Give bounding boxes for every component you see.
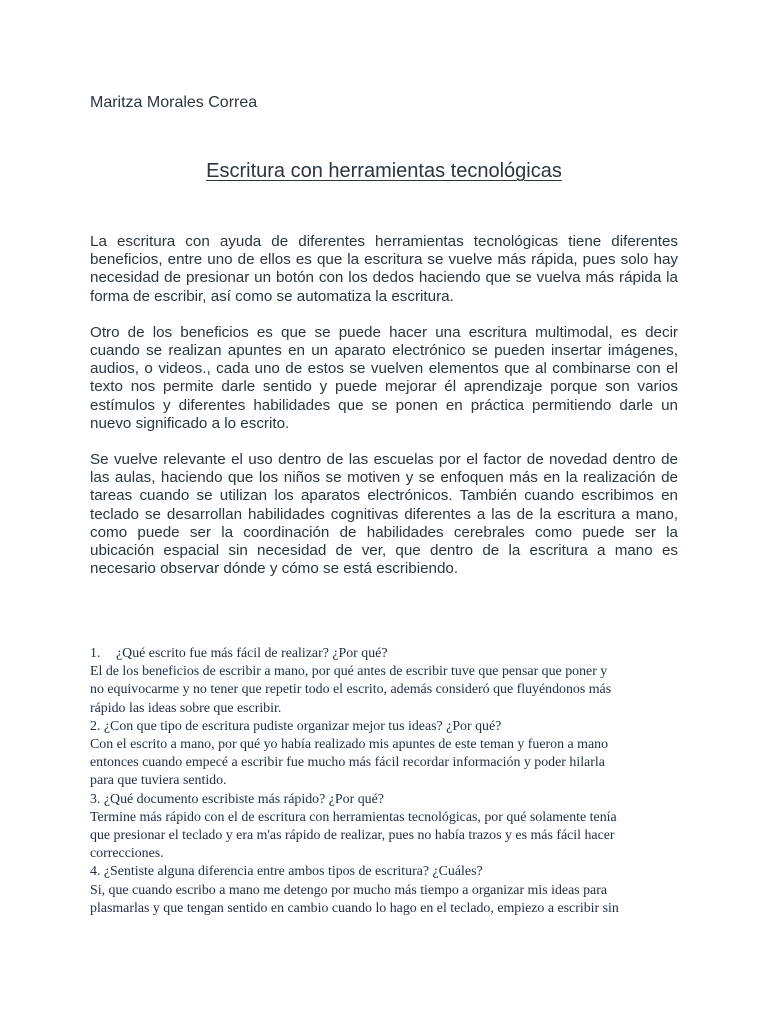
answer-2-line: para que tuviera sentido. (90, 773, 227, 789)
answer-1-line: no equivocarme y no tener que repetir todo el escrito, además consideró que fluyéndonos más (90, 682, 612, 698)
document-title-text: Escritura con herramientas tecnológicas (206, 160, 562, 182)
question-1-text: ¿Qué escrito fue más fácil de realizar? ¿Por qué? (116, 646, 388, 661)
author-name: Maritza Morales Correa (90, 94, 258, 111)
answer-4-line: Si, que cuando escribo a mano me detengo por mucho más tiempo a organizar mis ideas para (90, 882, 608, 898)
document-title (0, 160, 768, 183)
answer-3-line: correcciones. (90, 846, 164, 862)
answer-1-line: rápido las ideas sobre que escribir. (90, 700, 282, 716)
answer-4-line: plasmarlas y que tengan sentido en cambio cuando lo hago en el teclado, empiezo a escribir sin (90, 900, 619, 916)
question-4: 4. ¿Sentiste alguna diferencia entre ambos tipos de escritura? ¿Cuáles? (90, 864, 483, 880)
answer-2-line: Con el escrito a mano, por qué yo había realizado mis apuntes de este teman y fueron a mano (90, 737, 609, 753)
essay-body (90, 233, 678, 596)
answer-2-line: entonces cuando empecé a escribir fue mucho más fácil recordar información y poder hilarla (90, 755, 605, 771)
answer-3-line: que presionar el teclado y era m'as rápido de realizar, pues no había trazos y es más fácil hacer (90, 828, 615, 844)
answer-1-line: El de los beneficios de escribir a mano, por qué antes de escribir tuve que pensar que poner y (90, 664, 608, 680)
question-3: 3. ¿Qué documento escribiste más rápido? ¿Por qué? (90, 791, 384, 807)
essay-paragraph: Otro de los beneficios es que se puede hacer una escritura multimodal, es decir cuando se realizan apuntes en un aparato electrónico se pueden insertar imágenes, audios, o videos., cada uno de estos se vuelven elementos que al combinarse con el texto nos permite darle sentido y puede mejorar él aprendizaje porque son varios estímulos y diferentes habilidades que se ponen en práctica permitiendo darle un nuevo significado a lo escrito. (90, 323, 678, 432)
essay-paragraph: La escritura con ayuda de diferentes herramientas tecnológicas tiene diferentes beneficios, entre uno de ellos es que la escritura se vuelve más rápida, pues solo hay necesidad de presionar un botón con los dedos haciendo que se vuelva más rápida la forma de escribir, así como se automatiza la escritura. (90, 233, 678, 305)
essay-paragraph: Se vuelve relevante el uso dentro de las escuelas por el factor de novedad dentro de las aulas, haciendo que los niños se motiven y se enfoquen más en la realización de tareas cuando se utilizan los aparatos electrónicos. También cuando escribimos en teclado se desarrollan habilidades cognitivas diferentes a las de la escritura a mano, como puede ser la coordinación de habilidades cerebrales como puede ser la ubicación espacial sin necesidad de ver, que dentro de la escritura a mano es necesario observar dónde y cómo se está escribiendo. (90, 451, 678, 578)
question-2: 2. ¿Con que tipo de escritura pudiste organizar mejor tus ideas? ¿Por qué? (90, 718, 502, 734)
questions-section (90, 645, 680, 918)
answer-3-line: Termine más rápido con el de escritura con herramientas tecnológicas, por qué solamente tenía (90, 809, 617, 825)
question-1 (90, 645, 680, 663)
question-1-number: 1. (90, 646, 101, 661)
